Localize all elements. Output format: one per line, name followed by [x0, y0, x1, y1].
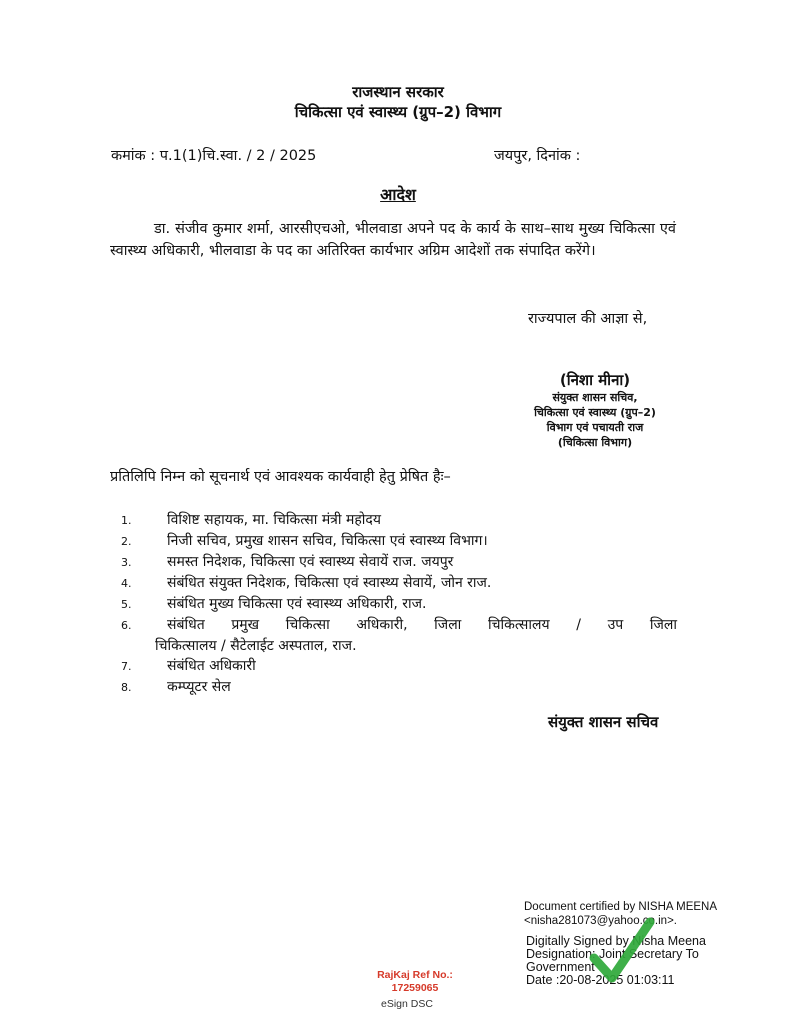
list-item: निजी सचिव, प्रमुख शासन सचिव, चिकित्सा एवं स्वास्थ्य विभाग। [167, 533, 488, 549]
signatory-line: संयुक्त शासन सचिव, [552, 391, 638, 404]
place-date: जयपुर, दिनांक : [494, 148, 581, 164]
list-item: कम्प्यूटर सेल [167, 679, 231, 695]
certified-email: <nisha281073@yahoo.co.in>. [524, 915, 677, 927]
rajkaj-ref-number: 17259065 [391, 982, 439, 994]
list-item-number: 3. [121, 556, 132, 569]
list-item-number: 6. [121, 619, 132, 632]
signatory-line: विभाग एवं पचायती राज [546, 421, 644, 434]
list-item: संबंधित संयुक्त निदेशक, चिकित्सा एवं स्वास्थ्य सेवायें, जोन राज. [167, 575, 492, 591]
signatory-block [480, 370, 710, 450]
governor-order-line: राज्यपाल की आज्ञा से, [528, 311, 648, 327]
certified-by: Document certified by NISHA MEENA [524, 901, 718, 913]
list-item: समस्त निदेशक, चिकित्सा एवं स्वास्थ्य सेवायें राज. जयपुर [167, 554, 454, 570]
signature-date: Date :20-08-2025 01:03:11 [526, 973, 675, 987]
list-item-number: 8. [121, 681, 132, 694]
list-item-number: 2. [121, 535, 132, 548]
signed-by: Digitally Signed by Nisha Meena [526, 934, 706, 948]
rajkaj-ref-label: RajKaj Ref No.: [377, 969, 453, 981]
esign-label: eSign DSC [381, 998, 433, 1010]
signatory-line: (चिकित्सा विभाग) [557, 436, 633, 449]
list-item-number: 1. [121, 514, 132, 527]
copy-intro: प्रतिलिपि निम्न को सूचनार्थ एवं आवश्यक कार्यवाही हेतु प्रेषित हैः– [110, 469, 451, 485]
signer-designation: Designation: Joint Secretary To [526, 947, 699, 961]
signatory-name: (निशा मीना) [559, 371, 631, 389]
order-title: आदेश [380, 185, 416, 204]
list-item: संबंधित मुख्य चिकित्सा एवं स्वास्थ्य अधिकारी, राज. [167, 596, 427, 612]
list-item-number: 4. [121, 577, 132, 590]
closing-signature-title: संयुक्त शासन सचिव [548, 713, 659, 731]
list-item: विशिष्ट सहायक, मा. चिकित्सा मंत्री महोदय [167, 512, 381, 528]
list-item-continued: चिकित्सालय / सैटेलाईट अस्पताल, राज. [155, 638, 357, 654]
reference-number: कमांक : प.1(1)चि.स्वा. / 2 / 2025 [111, 148, 317, 164]
order-body: डा. संजीव कुमार शर्मा, आरसीएचओ, भीलवाडा अपने पद के कार्य के साथ–साथ मुख्य चिकित्सा एवं स्वास्थ्य अधिकारी, भीलवाडा के पद का अतिरिक्त कार्यभार अग्रिम आदेशों तक संपादित करेंगे। [110, 221, 676, 259]
signer-designation-cont: Government [526, 960, 595, 974]
list-item-number: 5. [121, 598, 132, 611]
list-item-number: 7. [121, 660, 132, 673]
list-item: संबंधित अधिकारी [167, 658, 256, 674]
header-department: चिकित्सा एवं स्वास्थ्य (ग्रुप–2) विभाग [294, 103, 502, 121]
header-government: राजस्थान सरकार [352, 83, 444, 101]
signatory-line: चिकित्सा एवं स्वास्थ्य (ग्रुप–2) [534, 406, 656, 419]
checkmark-icon [586, 914, 656, 986]
list-item: संबंधित प्रमुख चिकित्सा अधिकारी, जिला चिकित्सालय / उप जिला [167, 617, 677, 633]
